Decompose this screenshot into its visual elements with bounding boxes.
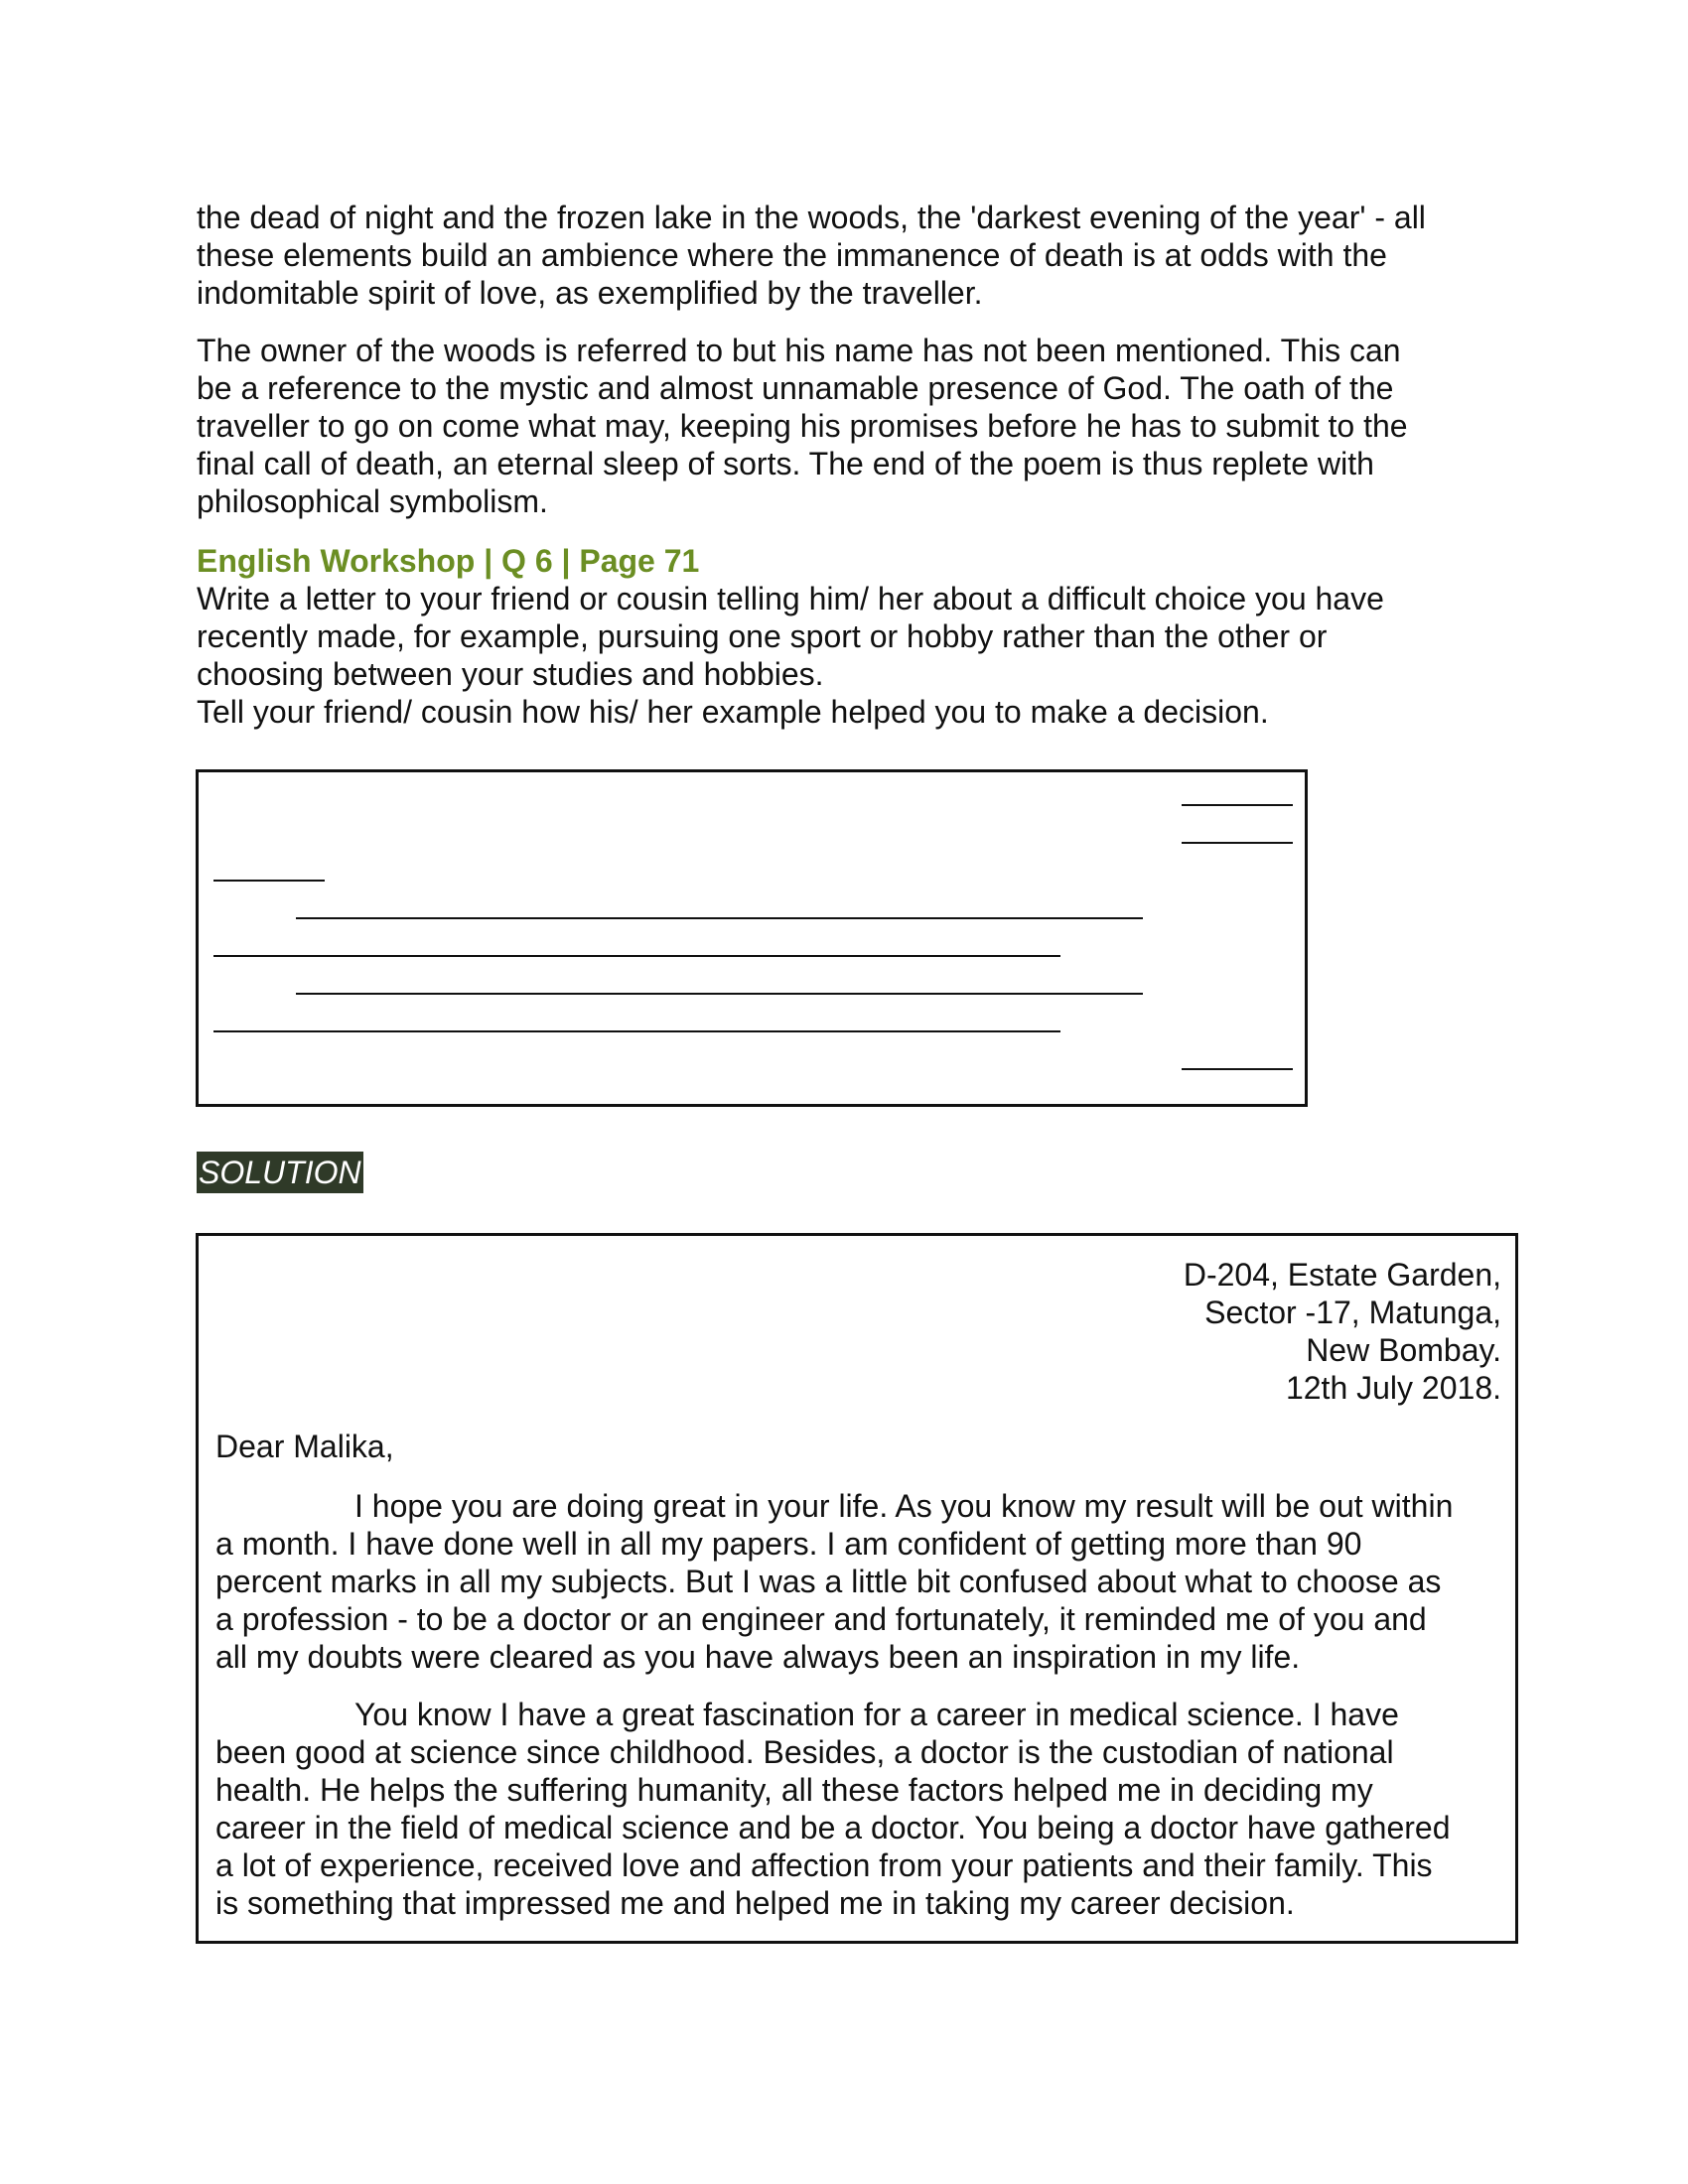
text-line: is something that impressed me and helped me in taking my career decision. xyxy=(215,1885,1295,1921)
text-line: The owner of the woods is referred to but his name has not been mentioned. This can xyxy=(197,333,1401,368)
sender-address xyxy=(1184,1256,1501,1407)
text-line: the dead of night and the frozen lake in the woods, the 'darkest evening of the year' - all xyxy=(197,200,1426,235)
text-line: these elements build an ambience where the immanence of death is at odds with the xyxy=(197,237,1387,273)
text-line: health. He helps the suffering humanity, all these factors helped me in deciding my xyxy=(215,1772,1373,1808)
text-line: a month. I have done well in all my papers. I am confident of getting more than 90 xyxy=(215,1526,1362,1562)
letter-format-template xyxy=(196,769,1308,1107)
text-line: traveller to go on come what may, keeping his promises before he has to submit to the xyxy=(197,408,1408,444)
text-line: been good at science since childhood. Besides, a doctor is the custodian of national xyxy=(215,1734,1394,1770)
blank-line-closing xyxy=(1182,1068,1293,1070)
text-line: career in the field of medical science and be a doctor. You being a doctor have gathered xyxy=(215,1810,1451,1845)
blank-line-address-1 xyxy=(1182,804,1293,806)
blank-line-body-4 xyxy=(213,1030,1060,1032)
letter-date: 12th July 2018. xyxy=(1285,1370,1501,1406)
text-line: philosophical symbolism. xyxy=(197,483,548,519)
text-line: indomitable spirit of love, as exemplified by the traveller. xyxy=(197,275,983,311)
salutation: Dear Malika, xyxy=(215,1429,394,1464)
address-line: Sector -17, Matunga, xyxy=(1204,1295,1501,1330)
blank-line-salutation xyxy=(213,880,325,882)
solution-letter xyxy=(196,1233,1518,1944)
blank-line-body-3 xyxy=(296,993,1143,995)
solution-label: SOLUTION xyxy=(197,1152,363,1193)
blank-line-body-1 xyxy=(296,917,1143,919)
text-line: I hope you are doing great in your life. As you know my result will be out within xyxy=(354,1488,1454,1524)
blank-line-body-2 xyxy=(213,955,1060,957)
intro-paragraph-2 xyxy=(197,332,1487,520)
text-line: percent marks in all my subjects. But I was a little bit confused about what to choose as xyxy=(215,1564,1442,1599)
question-text xyxy=(197,580,1487,731)
text-line: Write a letter to your friend or cousin telling him/ her about a difficult choice you have xyxy=(197,581,1384,616)
text-line: all my doubts were cleared as you have always been an inspiration in my life. xyxy=(215,1639,1301,1675)
text-line: a lot of experience, received love and affection from your patients and their family. This xyxy=(215,1847,1433,1883)
address-line: New Bombay. xyxy=(1306,1332,1501,1368)
letter-paragraph-1 xyxy=(215,1487,1506,1676)
text-line: Tell your friend/ cousin how his/ her example helped you to make a decision. xyxy=(197,694,1269,730)
blank-line-signature xyxy=(213,1104,325,1106)
blank-line-address-2 xyxy=(1182,842,1293,844)
text-line: recently made, for example, pursuing one sport or hobby rather than the other or xyxy=(197,618,1328,654)
text-line: You know I have a great fascination for a career in medical science. I have xyxy=(354,1697,1399,1732)
text-line: choosing between your studies and hobbies. xyxy=(197,656,824,692)
text-line: final call of death, an eternal sleep of sorts. The end of the poem is thus replete with xyxy=(197,446,1374,481)
intro-paragraph-1 xyxy=(197,199,1487,312)
text-line: a profession - to be a doctor or an engineer and fortunately, it reminded me of you and xyxy=(215,1601,1427,1637)
text-line: be a reference to the mystic and almost unnamable presence of God. The oath of the xyxy=(197,370,1394,406)
letter-paragraph-2 xyxy=(215,1696,1506,1922)
address-line: D-204, Estate Garden, xyxy=(1183,1257,1501,1293)
question-heading: English Workshop | Q 6 | Page 71 xyxy=(197,543,700,579)
